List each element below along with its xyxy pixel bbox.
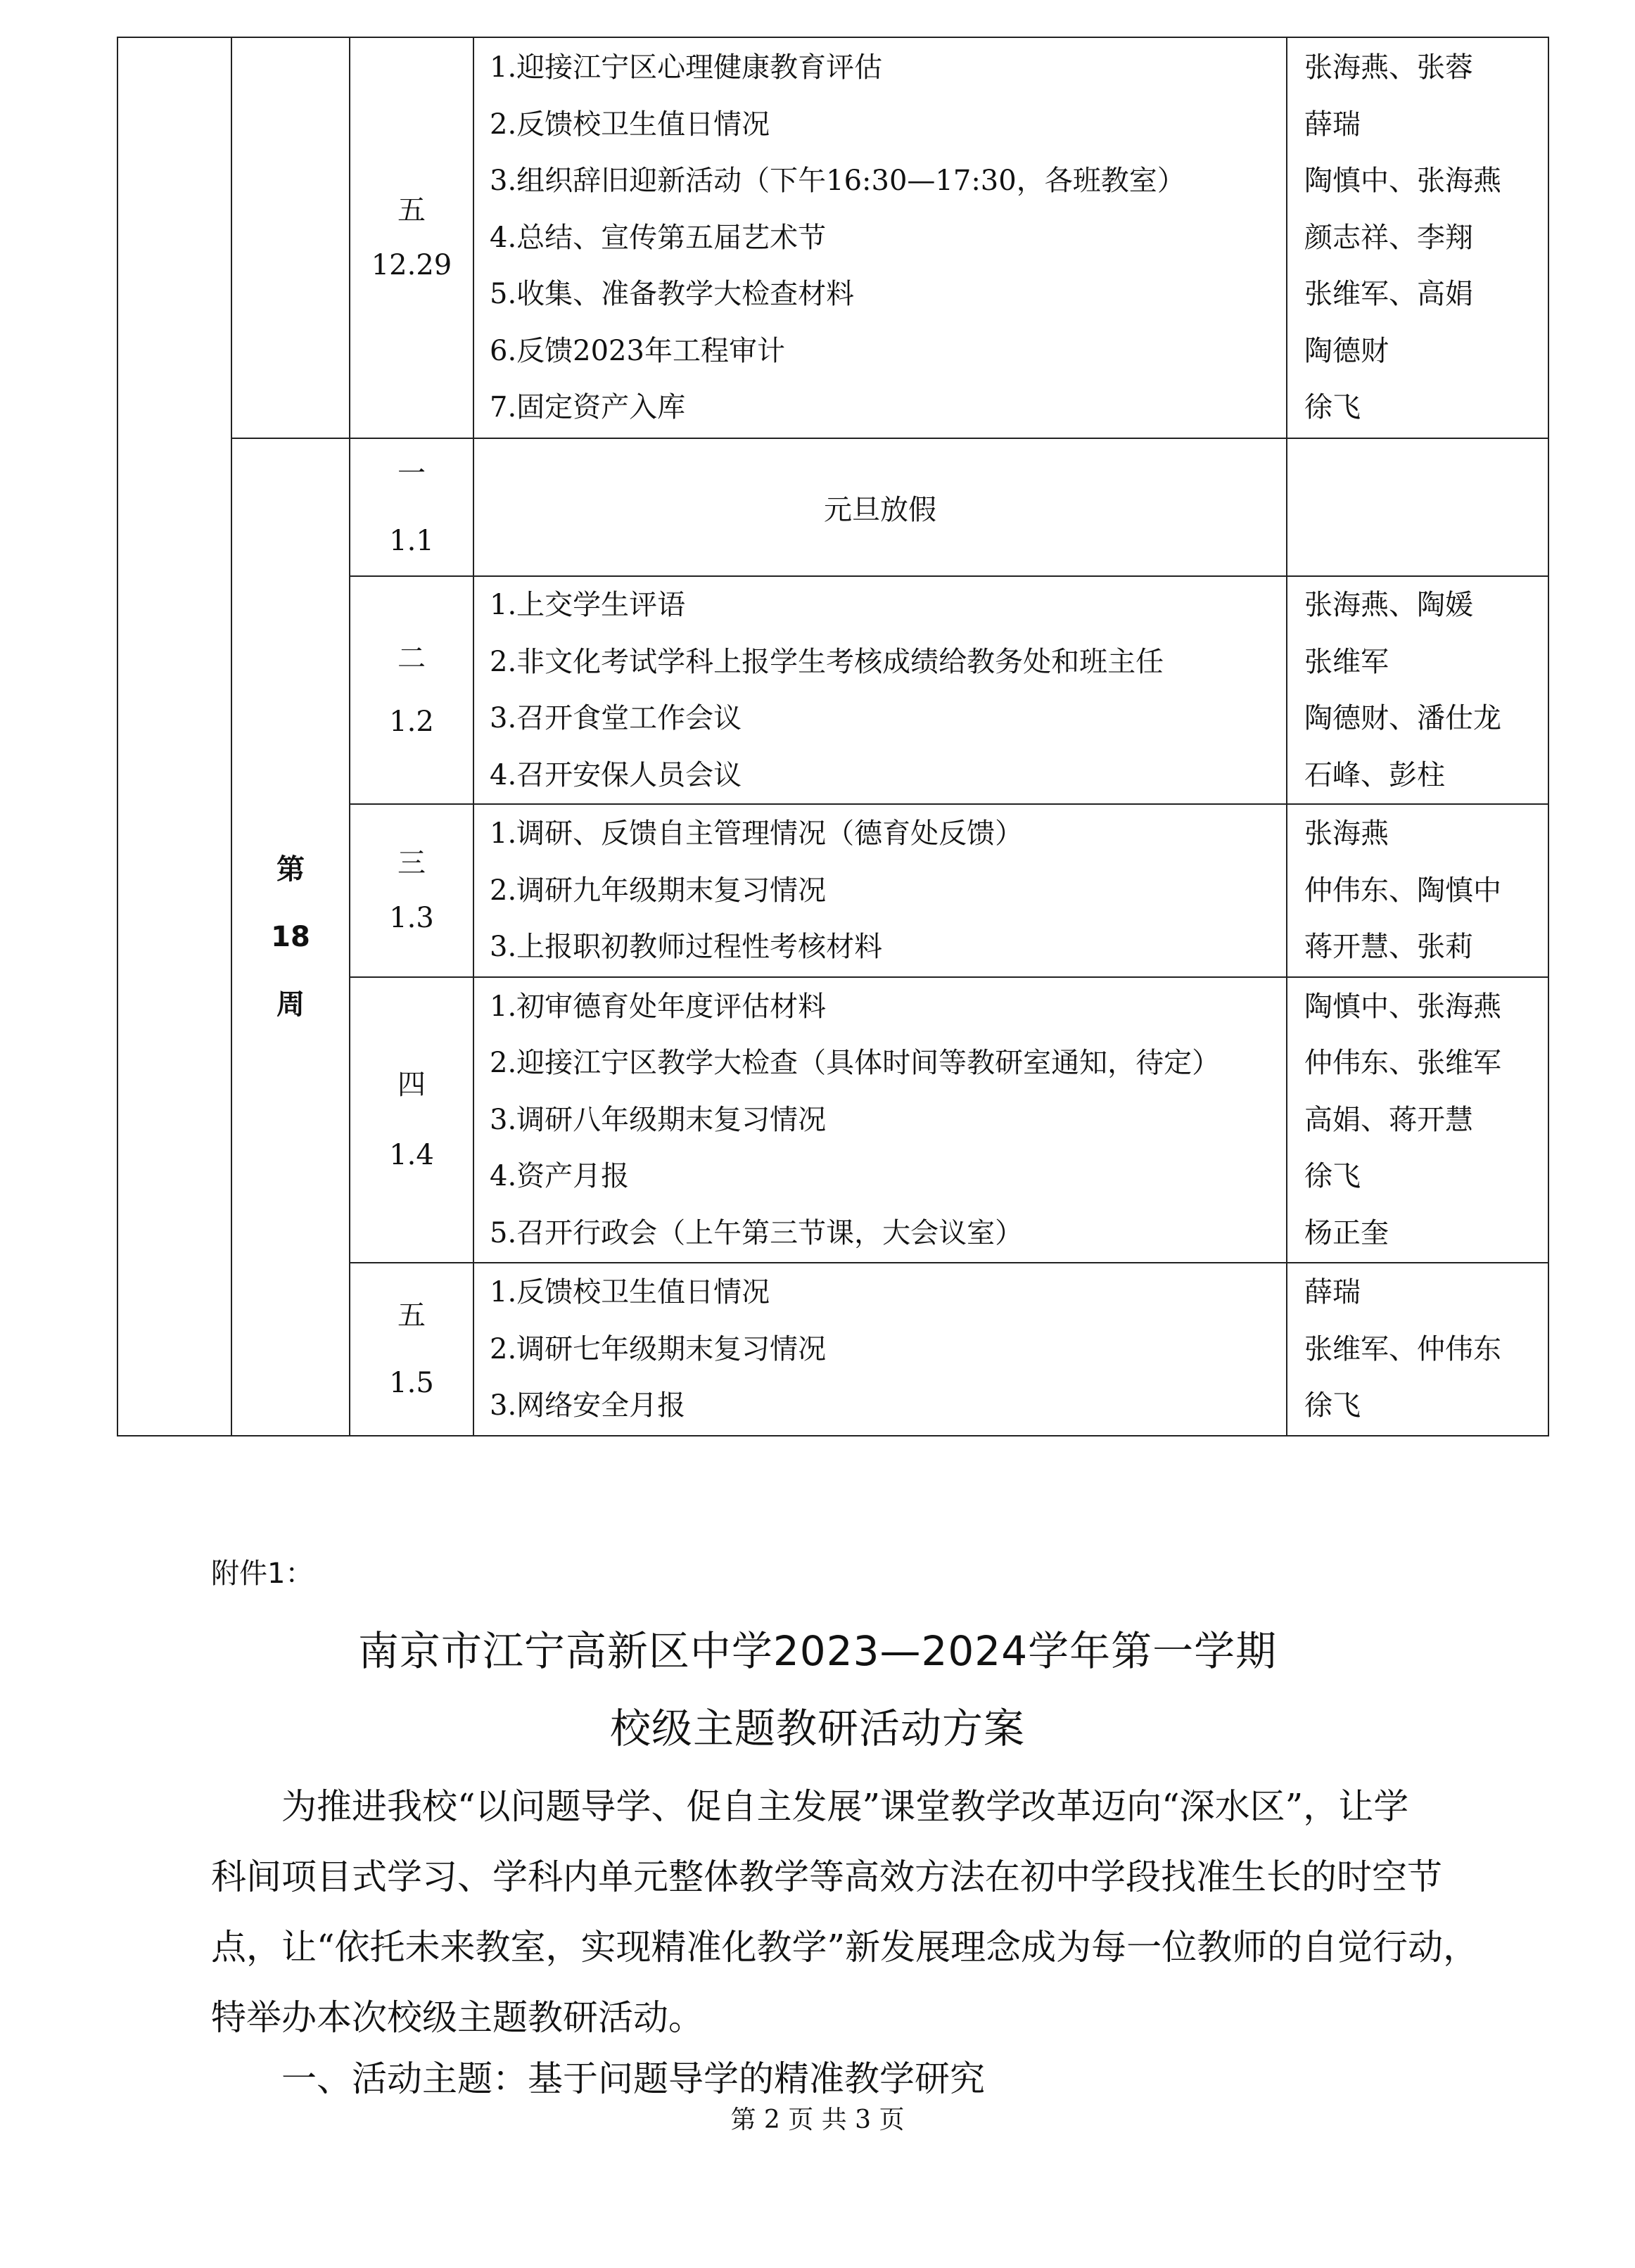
responsible-person: 张维军、高娟	[1304, 278, 1473, 311]
task-item: 5.收集、准备教学大检查材料	[490, 278, 855, 311]
day-name: 二	[397, 642, 426, 675]
task-item: 2.迎接江宁区教学大检查（具体时间等教研室通知，待定）	[490, 1047, 1221, 1080]
task-item: 2.调研七年级期末复习情况	[490, 1332, 827, 1365]
responsible-person: 薛瑞	[1304, 1276, 1361, 1309]
day-name: 一	[397, 457, 426, 490]
task-item: 3.网络安全月报	[490, 1389, 686, 1422]
task-item: 2.调研九年级期末复习情况	[490, 874, 827, 907]
task-item: 3.上报职初教师过程性考核材料	[490, 931, 883, 964]
responsible-person: 石峰、彭柱	[1304, 758, 1445, 791]
responsible-person: 颜志祥、李翔	[1304, 221, 1473, 254]
day-cell	[350, 977, 473, 1263]
task-item: 1.上交学生评语	[490, 589, 686, 621]
week17-cell	[117, 37, 231, 1436]
day-name: 五	[397, 194, 426, 227]
paragraph-line: 科间项目式学习、学科内单元整体教学等高效方法在初中学段找准生长的时空节	[211, 1856, 1442, 1897]
responsible-person: 高娟、蒋开慧	[1304, 1103, 1473, 1136]
responsible-person: 张维军	[1304, 645, 1389, 678]
responsible-person: 徐飞	[1304, 391, 1361, 424]
task-item: 1.调研、反馈自主管理情况（德育处反馈）	[490, 817, 1024, 850]
day-name: 五	[397, 1299, 426, 1332]
responsible-person: 徐飞	[1304, 1160, 1361, 1193]
responsible-cell	[1287, 576, 1548, 804]
day-date: 12.29	[371, 249, 452, 281]
responsible-person: 陶德财	[1304, 334, 1389, 367]
day-name: 三	[397, 847, 426, 879]
responsible-person: 薛瑞	[1304, 108, 1361, 141]
responsible-cell	[1287, 37, 1548, 438]
task-item: 1.初审德育处年度评估材料	[490, 990, 827, 1023]
day-cell	[350, 576, 473, 804]
responsible-cell	[1287, 804, 1548, 977]
responsible-cell	[1287, 977, 1548, 1263]
task-item: 4.总结、宣传第五届艺术节	[490, 221, 827, 254]
task-item: 2.反馈校卫生值日情况	[490, 108, 770, 141]
responsible-person: 陶慎中、张海燕	[1304, 165, 1501, 198]
responsible-person: 张海燕、陶媛	[1304, 589, 1473, 621]
day-cell	[350, 438, 473, 576]
day-cell	[350, 1263, 473, 1436]
responsible-cell	[1287, 438, 1548, 576]
responsible-cell	[1287, 1263, 1548, 1436]
task-item: 3.召开食堂工作会议	[490, 702, 742, 734]
task-cell	[473, 977, 1287, 1263]
paragraph-line: 为推进我校“以问题导学、促自主发展”课堂教学改革迈向“深水区”，让学	[281, 1786, 1409, 1827]
holiday-cell	[473, 438, 1287, 576]
task-cell	[473, 804, 1287, 977]
page-footer: 第 2 页 共 3 页	[730, 2105, 905, 2134]
task-cell	[473, 37, 1287, 438]
responsible-person: 杨正奎	[1304, 1216, 1389, 1249]
week17-inner-cell	[231, 37, 350, 438]
task-item: 5.召开行政会（上午第三节课，大会议室）	[490, 1216, 1024, 1249]
paragraph-line: 点，让“依托未来教室，实现精准化教学”新发展理念成为每一位教师的自觉行动，	[211, 1927, 1479, 1968]
task-item: 2.非文化考试学科上报学生考核成绩给教务处和班主任	[490, 645, 1164, 678]
annex-label: 附件1：	[211, 1557, 314, 1590]
task-item: 4.召开安保人员会议	[490, 758, 742, 791]
holiday-text: 元旦放假	[824, 493, 936, 526]
day-date: 1.1	[389, 525, 434, 557]
task-cell	[473, 1263, 1287, 1436]
day-cell	[350, 37, 473, 438]
document-title-line2: 校级主题教研活动方案	[609, 1705, 1025, 1752]
responsible-person: 张海燕	[1304, 817, 1389, 850]
responsible-person: 张维军、仲伟东	[1304, 1332, 1501, 1365]
day-date: 1.2	[389, 706, 434, 738]
document-title-line1: 南京市江宁高新区中学2023—2024学年第一学期	[357, 1627, 1278, 1675]
responsible-person: 仲伟东、张维军	[1304, 1047, 1501, 1080]
task-item: 7.固定资产入库	[490, 391, 686, 424]
task-item: 1.迎接江宁区心理健康教育评估	[490, 51, 883, 84]
section-heading: 一、活动主题：基于问题导学的精准教学研究	[281, 2058, 985, 2099]
task-cell	[473, 576, 1287, 804]
responsible-person: 徐飞	[1304, 1389, 1361, 1422]
schedule-row-fri-1229	[117, 37, 1548, 438]
task-item: 4.资产月报	[490, 1160, 630, 1193]
day-date: 1.5	[389, 1367, 434, 1399]
responsible-person: 仲伟东、陶慎中	[1304, 874, 1501, 907]
responsible-person: 张海燕、张蓉	[1304, 51, 1473, 84]
task-item: 6.反馈2023年工程审计	[490, 334, 785, 367]
day-name: 四	[397, 1069, 426, 1101]
day-cell	[350, 804, 473, 977]
schedule-table	[117, 37, 1549, 1436]
week18-label: 第 18 周	[231, 438, 350, 1436]
day-date: 1.3	[389, 902, 434, 934]
day-date: 1.4	[389, 1139, 434, 1171]
task-item: 3.调研八年级期末复习情况	[490, 1103, 827, 1136]
schedule-row-mon-0101	[117, 438, 1548, 576]
task-item: 3.组织辞旧迎新活动（下午16:30—17:30，各班教室）	[490, 165, 1185, 198]
paragraph-line: 特举办本次校级主题教研活动。	[211, 1997, 704, 2038]
responsible-person: 陶慎中、张海燕	[1304, 990, 1501, 1023]
responsible-person: 陶德财、潘仕龙	[1304, 702, 1501, 734]
responsible-person: 蒋开慧、张莉	[1304, 931, 1473, 964]
task-item: 1.反馈校卫生值日情况	[490, 1276, 770, 1309]
